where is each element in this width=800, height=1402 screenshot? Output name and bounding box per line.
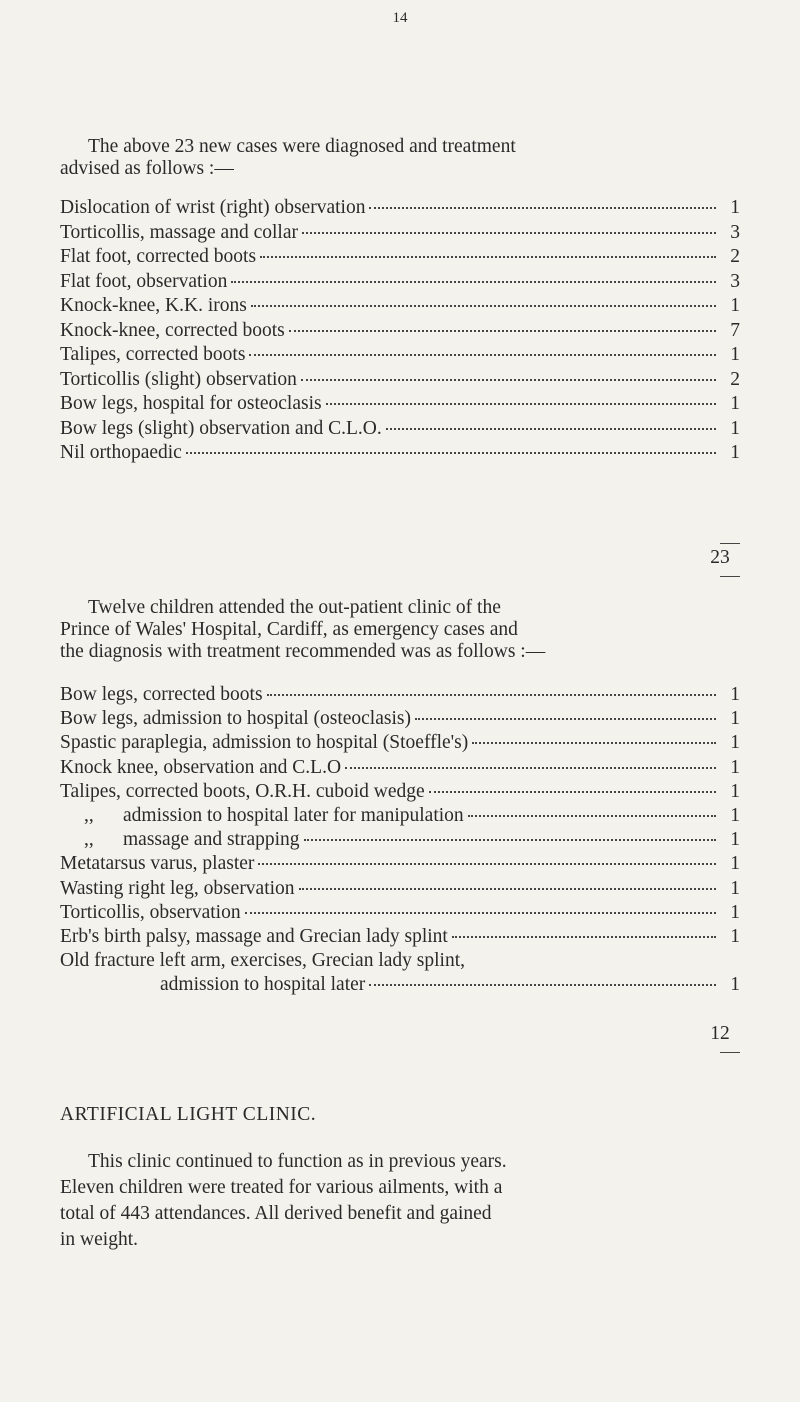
leader-dots bbox=[468, 814, 716, 817]
list-item-label: Flat foot, observation bbox=[60, 270, 228, 292]
list-item-label: Bow legs, corrected boots bbox=[60, 684, 263, 705]
list-item-count: 1 bbox=[730, 393, 740, 414]
list-item-count: 7 bbox=[730, 319, 740, 341]
list-item-label: Bow legs (slight) observation and C.L.O. bbox=[60, 417, 382, 439]
list-item-label: Torticollis, observation bbox=[60, 901, 241, 923]
list-item-count: 1 bbox=[730, 756, 740, 778]
leader-dots bbox=[267, 693, 716, 696]
list2-total: 12 bbox=[710, 1023, 730, 1044]
leader-dots bbox=[369, 206, 716, 209]
section-line-3: total of 443 attendances. All derived benefit and gained bbox=[60, 1203, 492, 1224]
leader-dots bbox=[369, 983, 716, 986]
list-item-count: 1 bbox=[730, 853, 740, 875]
list-item-label: Knock knee, observation and C.L.O bbox=[60, 756, 342, 778]
intro-line-2: advised as follows :— bbox=[60, 158, 234, 179]
list-item-label: Erb's birth palsy, massage and Grecian lady splint bbox=[60, 925, 448, 947]
list-item-count: 1 bbox=[730, 684, 740, 705]
leader-dots bbox=[301, 378, 716, 381]
leader-dots bbox=[289, 329, 716, 332]
list-item-label: Spastic paraplegia, admission to hospital (Stoeffle's) bbox=[60, 732, 469, 754]
list-item bbox=[60, 319, 740, 344]
list-item bbox=[60, 973, 740, 997]
outpatient-line-3: the diagnosis with treatment recommended was as follows :— bbox=[60, 641, 546, 662]
leader-dots bbox=[299, 887, 716, 890]
section-line-1: This clinic continued to function as in previous years. bbox=[88, 1151, 507, 1172]
leader-dots bbox=[326, 402, 716, 405]
list-item-count: 1 bbox=[730, 708, 740, 730]
list-item-count: 1 bbox=[730, 877, 740, 899]
intro-paragraph bbox=[60, 136, 740, 180]
list-item bbox=[60, 949, 740, 973]
list-item-label: ,, admission to hospital later for manipulation bbox=[84, 804, 464, 826]
list-item-label: Bow legs, admission to hospital (osteoclasis) bbox=[60, 708, 411, 730]
outpatient-line-2: Prince of Wales' Hospital, Cardiff, as emergency cases and bbox=[60, 619, 518, 640]
list-item-label: admission to hospital later bbox=[160, 974, 366, 996]
list-item-label: ,, massage and strapping bbox=[84, 829, 300, 851]
list-item-label: Bow legs, hospital for osteoclasis bbox=[60, 393, 322, 414]
total-rule-bottom bbox=[720, 576, 740, 577]
leader-dots bbox=[304, 838, 716, 841]
list-item-count: 1 bbox=[730, 732, 740, 754]
leader-dots bbox=[231, 280, 716, 283]
leader-dots bbox=[249, 353, 716, 356]
leader-dots bbox=[260, 255, 716, 258]
list-item bbox=[60, 294, 740, 319]
list-item bbox=[60, 828, 740, 852]
list-item-label: Torticollis, massage and collar bbox=[60, 221, 298, 243]
list-item bbox=[60, 852, 740, 876]
outpatient-paragraph bbox=[60, 597, 740, 663]
list-item bbox=[60, 731, 740, 755]
diagnosis-list-new-cases bbox=[60, 196, 740, 466]
list-item bbox=[60, 804, 740, 828]
leader-dots bbox=[429, 790, 716, 793]
diagnosis-list-emergency bbox=[60, 683, 740, 997]
list-item bbox=[60, 221, 740, 246]
list-item bbox=[60, 270, 740, 295]
leader-dots bbox=[452, 935, 716, 938]
list-item-label: Flat foot, corrected boots bbox=[60, 246, 257, 267]
list-item bbox=[60, 683, 740, 707]
leader-dots bbox=[251, 304, 716, 307]
list-item-label: Knock-knee, corrected boots bbox=[60, 319, 285, 341]
list-item bbox=[60, 901, 740, 925]
leader-dots bbox=[472, 741, 716, 744]
list-item bbox=[60, 780, 740, 804]
list-item-count: 1 bbox=[730, 829, 740, 851]
intro-line-1: The above 23 new cases were diagnosed and treatment bbox=[88, 136, 516, 157]
section-line-2: Eleven children were treated for various ailments, with a bbox=[60, 1177, 503, 1198]
list-item-count: 3 bbox=[730, 221, 740, 243]
section-heading: ARTIFICIAL LIGHT CLINIC. bbox=[60, 1104, 317, 1125]
list-item-label: Old fracture left arm, exercises, Grecian lady splint, bbox=[60, 950, 465, 972]
list-item-count: 1 bbox=[730, 804, 740, 826]
list-item bbox=[60, 343, 740, 368]
page-number: 14 bbox=[392, 10, 408, 26]
list-item bbox=[60, 877, 740, 901]
list-item-count: 1 bbox=[730, 780, 740, 802]
list-item bbox=[60, 245, 740, 270]
total-rule-top bbox=[720, 543, 740, 544]
list-item bbox=[60, 707, 740, 731]
artificial-light-paragraph bbox=[60, 1149, 740, 1253]
list-item-count: 3 bbox=[730, 270, 740, 292]
section-line-4: in weight. bbox=[60, 1229, 138, 1250]
list-item-count: 1 bbox=[730, 974, 740, 996]
list-item-label: Talipes, corrected boots, O.R.H. cuboid wedge bbox=[60, 780, 425, 802]
leader-dots bbox=[302, 231, 716, 234]
list-item-label: Torticollis (slight) observation bbox=[60, 368, 297, 390]
list-item-count: 2 bbox=[730, 246, 740, 267]
list-item-count: 1 bbox=[730, 417, 740, 439]
list-item-count: 1 bbox=[730, 344, 740, 365]
list-item-count: 1 bbox=[730, 925, 740, 947]
leader-dots bbox=[258, 862, 716, 865]
list-item bbox=[60, 417, 740, 442]
list-item bbox=[60, 392, 740, 417]
list-item-count: 1 bbox=[730, 901, 740, 923]
leader-dots bbox=[245, 911, 716, 914]
list-item-label: Knock-knee, K.K. irons bbox=[60, 295, 247, 316]
list-item-label: Metatarsus varus, plaster bbox=[60, 853, 255, 875]
list-item-count: 1 bbox=[730, 197, 740, 218]
list-item-label: Talipes, corrected boots bbox=[60, 344, 246, 365]
outpatient-line-1: Twelve children attended the out-patient clinic of the bbox=[88, 597, 501, 618]
list-item bbox=[60, 925, 740, 949]
list-item-count: 2 bbox=[730, 368, 740, 390]
list-item-label: Wasting right leg, observation bbox=[60, 877, 295, 899]
list-item-label: Dislocation of wrist (right) observation bbox=[60, 197, 366, 218]
list-item bbox=[60, 756, 740, 780]
list-item bbox=[60, 196, 740, 221]
list-item-label: Nil orthopaedic bbox=[60, 442, 182, 463]
list-item-count: 1 bbox=[730, 295, 740, 316]
leader-dots bbox=[415, 717, 716, 720]
list1-total: 23 bbox=[710, 547, 730, 568]
leader-dots bbox=[386, 427, 716, 430]
leader-dots bbox=[186, 451, 716, 454]
leader-dots bbox=[345, 766, 716, 769]
list-item bbox=[60, 441, 740, 466]
total-rule-2 bbox=[720, 1052, 740, 1053]
list-item bbox=[60, 368, 740, 393]
list-item-count: 1 bbox=[730, 442, 740, 463]
